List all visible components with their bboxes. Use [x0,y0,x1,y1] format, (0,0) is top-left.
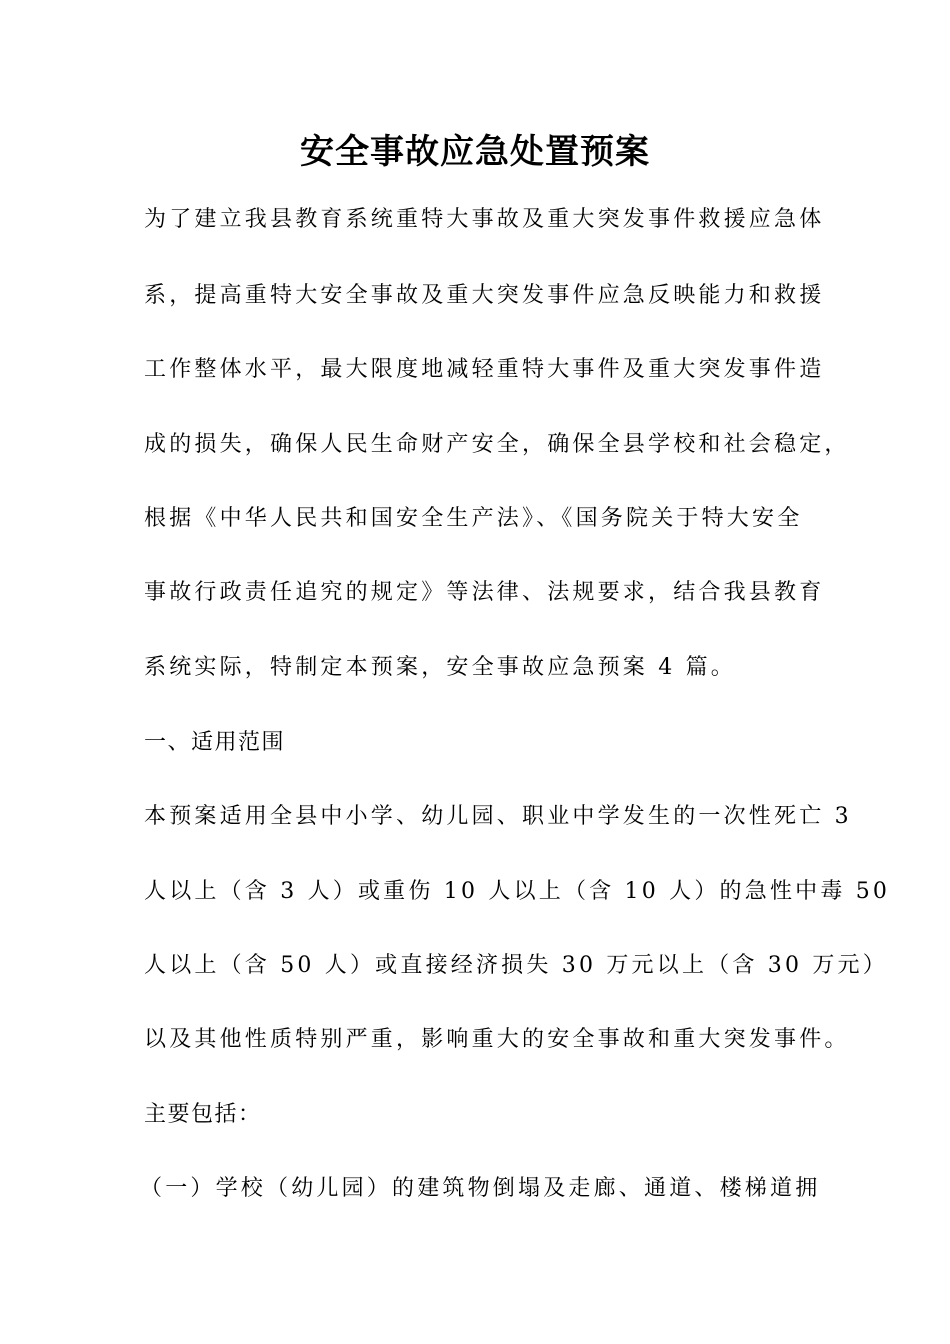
paragraph-line: 系，提高重特大安全事故及重大突发事件应急反映能力和救援 [144,283,825,308]
list-item-line: （一）学校（幼儿园）的建筑物倒塌及走廊、通道、楼梯道拥 [140,1176,821,1201]
paragraph-line: 根据《中华人民共和国安全生产法》、《国务院关于特大安全 [144,506,803,531]
paragraph-line: 事故行政责任追究的规定》等法律、法规要求，结合我县教育 [144,580,825,605]
document-title: 安全事故应急处置预案 [300,132,650,172]
paragraph-line: 以及其他性质特别严重，影响重大的安全事故和重大突发事件。 [144,1027,850,1052]
paragraph-line: 系统实际，特制定本预案，安全事故应急预案 4 篇。 [144,655,736,680]
paragraph-line: 成的损失，确保人民生命财产安全，确保全县学校和社会稳定， [144,432,850,457]
paragraph-line: 为了建立我县教育系统重特大事故及重大突发事件救援应急体 [144,207,825,232]
paragraph-line: 主要包括： [144,1102,262,1127]
paragraph-line: 人以上（含 50 人）或直接经济损失 30 万元以上（含 30 万元） [144,953,888,978]
paragraph-line: 人以上（含 3 人）或重伤 10 人以上（含 10 人）的急性中毒 50 [144,879,891,904]
section-heading: 一、适用范围 [144,730,286,755]
paragraph-line: 工作整体水平，最大限度地减轻重特大事件及重大突发事件造 [144,357,825,382]
paragraph-line: 本预案适用全县中小学、幼儿园、职业中学发生的一次性死亡 3 [144,804,852,829]
